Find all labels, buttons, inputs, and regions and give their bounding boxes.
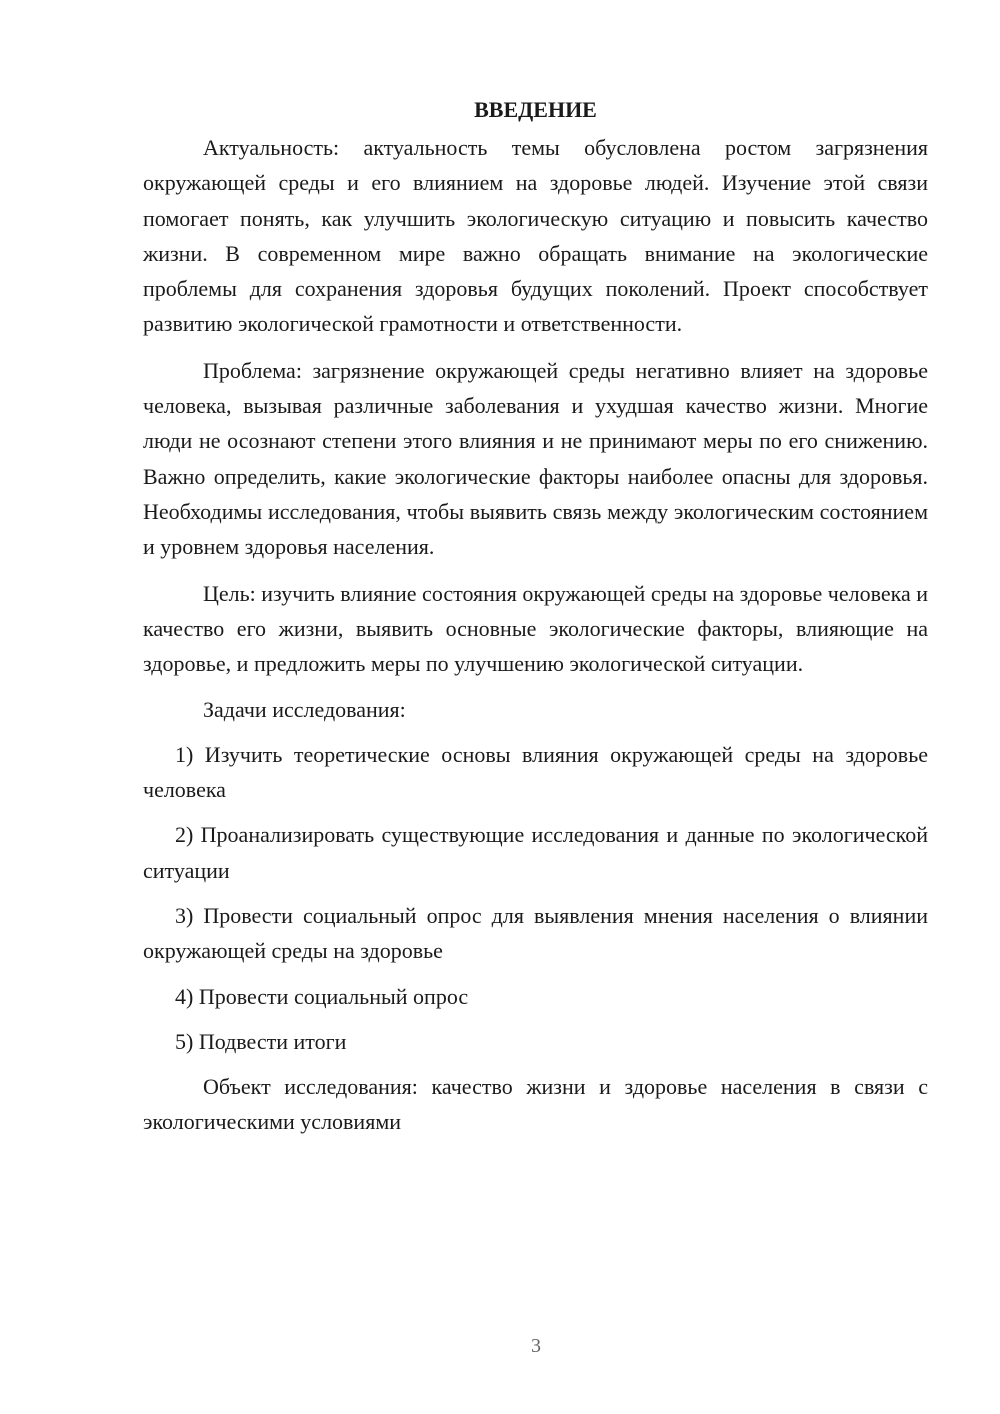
page-number: 3 [531, 1335, 541, 1357]
page-content [143, 92, 928, 1151]
problem-paragraph: Проблема: загрязнение окружающей среды негативно влияет на здоровье человека, вызывая различные заболевания и ухудшая качество жизни. Многие люди не осознают степени этого влияния и не принимают меры по его снижению. Важно определить, какие экологические факторы наиболее опасны для здоровья. Необходимы исследования, чтобы выявить связь между экологическим состоянием и уровнем здоровья населения. [143, 357, 928, 560]
task-item-3: 3) Провести социальный опрос для выявления мнения населения о влиянии окружающей среды на здоровье [143, 902, 928, 964]
task-item-5: 5) Подвести итоги [175, 1028, 347, 1054]
section-title: ВВЕДЕНИЕ [474, 97, 597, 122]
goal-paragraph: Цель: изучить влияние состояния окружающей среды на здоровье человека и качество его жизни, выявить основные экологические факторы, влияющие на здоровье, и предложить меры по улучшению экологической ситуации. [143, 580, 928, 677]
task-item-1: 1) Изучить теоретические основы влияния окружающей среды на здоровье человека [143, 741, 928, 803]
tasks-heading: Задачи исследования: [203, 697, 406, 723]
task-item-2: 2) Проанализировать существующие исследования и данные по экологической ситуации [143, 822, 928, 883]
task-item-4: 4) Провести социальный опрос [175, 983, 469, 1009]
relevance-paragraph: Актуальность: актуальность темы обусловлена ростом загрязнения окружающей среды и его влиянием на здоровье людей. Изучение этой связи помогает понять, как улучшить экологическую ситуацию и повысить качество жизни. В современном мире важно обращать внимание на экологические проблемы для сохранения здоровья будущих поколений. Проект способствует развитию экологической грамотности и ответственности. [143, 135, 928, 337]
object-paragraph: Объект исследования: качество жизни и здоровье населения в связи с экологическими условиями [143, 1074, 928, 1135]
